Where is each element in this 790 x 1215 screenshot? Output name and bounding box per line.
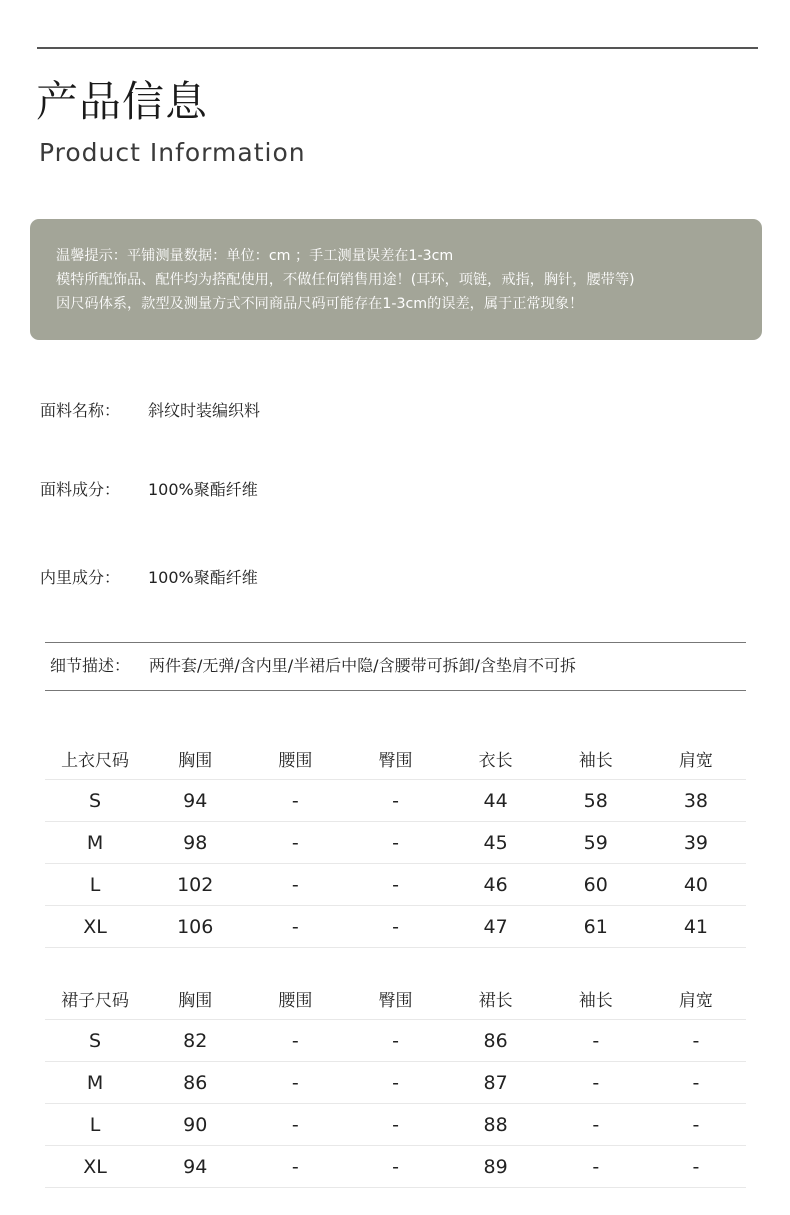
top-size-table — [45, 737, 746, 948]
measure-cell: - — [345, 864, 445, 906]
header-cell: 衣长 — [446, 737, 546, 780]
table-row — [45, 780, 746, 822]
measure-cell: 45 — [446, 822, 546, 864]
table-header-row — [45, 737, 746, 780]
measure-cell: - — [345, 906, 445, 948]
notice-line: 模特所配饰品、配件均为搭配使用，不做任何销售用途！(耳环，项链，戒指，胸针，腰带等) — [56, 272, 635, 288]
measure-cell: 102 — [145, 864, 245, 906]
measure-cell: - — [245, 1020, 345, 1062]
measure-cell: - — [546, 1020, 646, 1062]
measure-cell: - — [646, 1020, 746, 1062]
measure-cell: 89 — [446, 1146, 546, 1188]
measure-cell: - — [546, 1104, 646, 1146]
measure-cell: - — [646, 1146, 746, 1188]
measure-cell: 46 — [446, 864, 546, 906]
size-cell: S — [45, 1020, 145, 1062]
measure-cell: 58 — [546, 780, 646, 822]
measure-cell: - — [245, 1104, 345, 1146]
measure-cell: 94 — [145, 780, 245, 822]
detail-divider-bottom — [45, 690, 746, 691]
detail-divider-top — [45, 642, 746, 643]
measure-cell: 41 — [646, 906, 746, 948]
measure-cell: - — [245, 864, 345, 906]
measure-cell: 47 — [446, 906, 546, 948]
measure-cell: - — [345, 1062, 445, 1104]
measure-cell: 44 — [446, 780, 546, 822]
size-cell: L — [45, 864, 145, 906]
measure-cell: - — [345, 780, 445, 822]
page-title: 产品信息 — [36, 77, 209, 126]
measure-cell: - — [245, 906, 345, 948]
table-row — [45, 1104, 746, 1146]
spec-label: 面料名称： — [40, 401, 121, 420]
measure-cell: - — [546, 1062, 646, 1104]
measure-cell: 61 — [546, 906, 646, 948]
notice-line: 因尺码体系，款型及测量方式不同商品尺码可能存在1-3cm的误差，属于正常现象！ — [56, 296, 584, 312]
table-row — [45, 822, 746, 864]
measure-cell: 86 — [446, 1020, 546, 1062]
measure-cell: - — [245, 1146, 345, 1188]
table-row — [45, 906, 746, 948]
measure-cell: - — [345, 1020, 445, 1062]
header-cell: 裙长 — [446, 977, 546, 1020]
header-cell: 臀围 — [345, 977, 445, 1020]
size-cell: S — [45, 780, 145, 822]
header-cell: 腰围 — [245, 737, 345, 780]
top-divider — [37, 47, 758, 49]
size-cell: M — [45, 822, 145, 864]
measure-cell: 82 — [145, 1020, 245, 1062]
measure-cell: 38 — [646, 780, 746, 822]
header-cell: 袖长 — [546, 977, 646, 1020]
measure-cell: 90 — [145, 1104, 245, 1146]
measure-cell: 87 — [446, 1062, 546, 1104]
measure-cell: 106 — [145, 906, 245, 948]
table-row — [45, 1146, 746, 1188]
header-cell: 肩宽 — [646, 737, 746, 780]
measure-cell: 59 — [546, 822, 646, 864]
header-cell: 臀围 — [345, 737, 445, 780]
table-row — [45, 1062, 746, 1104]
spec-label: 内里成分： — [40, 568, 121, 587]
detail-description — [50, 654, 576, 678]
measure-cell: - — [245, 780, 345, 822]
skirt-table-body — [45, 1020, 746, 1188]
table-row — [45, 1020, 746, 1062]
skirt-size-table — [45, 977, 746, 1188]
spec-value: 100%聚酯纤维 — [148, 480, 258, 499]
spec-fabric-composition — [40, 478, 258, 502]
detail-label: 细节描述： — [50, 656, 131, 675]
spec-value: 100%聚酯纤维 — [148, 568, 258, 587]
header-cell: 上衣尺码 — [45, 737, 145, 780]
header-cell: 胸围 — [145, 977, 245, 1020]
measure-cell: - — [245, 822, 345, 864]
size-cell: XL — [45, 906, 145, 948]
page-subtitle: Product Information — [39, 138, 306, 167]
header-cell: 肩宽 — [646, 977, 746, 1020]
detail-value: 两件套/无弹/含内里/半裙后中隐/含腰带可拆卸/含垫肩不可拆 — [149, 656, 576, 675]
measure-cell: - — [245, 1062, 345, 1104]
measure-cell: 98 — [145, 822, 245, 864]
measure-cell: - — [646, 1104, 746, 1146]
spec-value: 斜纹时装编织料 — [148, 401, 261, 420]
header-cell: 胸围 — [145, 737, 245, 780]
header-cell: 袖长 — [546, 737, 646, 780]
measure-cell: 40 — [646, 864, 746, 906]
measure-cell: 60 — [546, 864, 646, 906]
measure-cell: - — [345, 1146, 445, 1188]
size-cell: L — [45, 1104, 145, 1146]
measure-cell: - — [345, 822, 445, 864]
measure-cell: - — [345, 1104, 445, 1146]
header-cell: 腰围 — [245, 977, 345, 1020]
header-cell: 裙子尺码 — [45, 977, 145, 1020]
table-header-row — [45, 977, 746, 1020]
spec-label: 面料成分： — [40, 480, 121, 499]
spec-lining-composition — [40, 566, 258, 590]
notice-line: 温馨提示：平铺测量数据：单位：cm ；手工测量误差在1-3cm — [56, 248, 454, 264]
measure-cell: 39 — [646, 822, 746, 864]
measure-cell: 88 — [446, 1104, 546, 1146]
notice-box — [30, 219, 762, 340]
measure-cell: - — [646, 1062, 746, 1104]
top-table-body — [45, 780, 746, 948]
table-row — [45, 864, 746, 906]
measure-cell: 86 — [145, 1062, 245, 1104]
size-cell: XL — [45, 1146, 145, 1188]
spec-fabric-name — [40, 399, 260, 423]
size-cell: M — [45, 1062, 145, 1104]
measure-cell: 94 — [145, 1146, 245, 1188]
measure-cell: - — [546, 1146, 646, 1188]
